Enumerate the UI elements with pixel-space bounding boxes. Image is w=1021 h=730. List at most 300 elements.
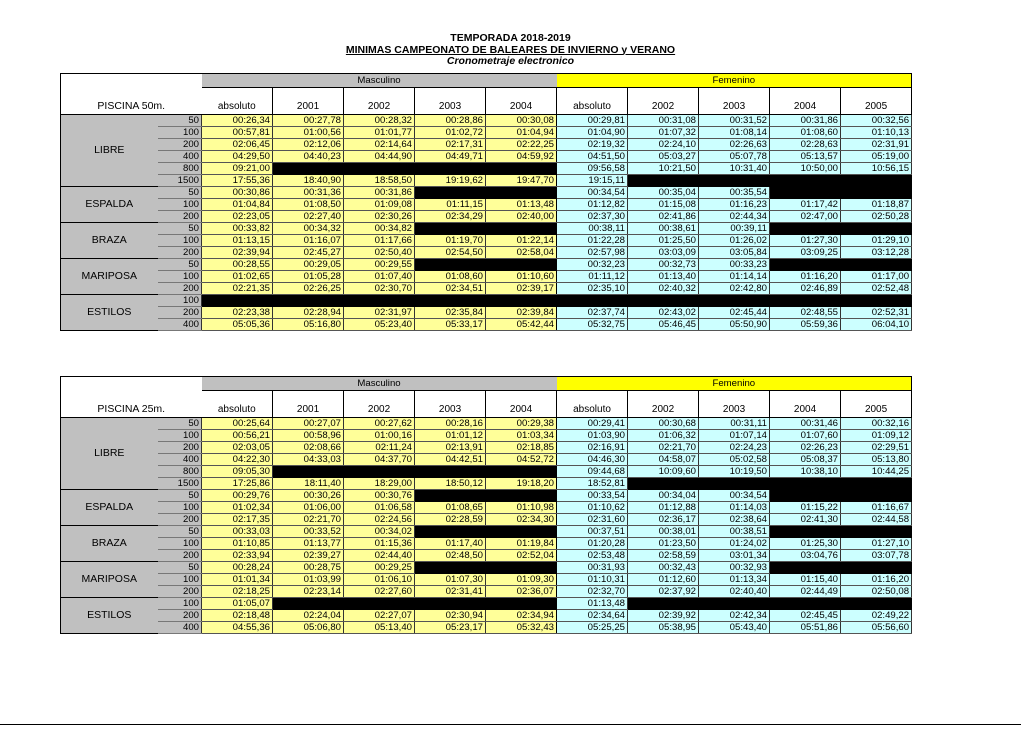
distance-cell: 200 xyxy=(158,586,202,598)
distance-cell: 100 xyxy=(158,199,202,211)
empty-cell xyxy=(273,598,344,610)
time-cell: 02:37,92 xyxy=(628,586,699,598)
time-cell: 02:17,35 xyxy=(202,514,273,526)
time-cell: 00:38,01 xyxy=(628,526,699,538)
time-cell: 05:56,60 xyxy=(841,622,912,634)
time-cell: 01:26,02 xyxy=(699,235,770,247)
empty-cell xyxy=(841,187,912,199)
time-cell: 00:58,96 xyxy=(273,430,344,442)
time-cell: 02:23,05 xyxy=(202,211,273,223)
time-cell: 01:06,00 xyxy=(273,502,344,514)
time-cell: 00:29,81 xyxy=(557,115,628,127)
empty-cell xyxy=(486,259,557,271)
time-cell: 02:29,51 xyxy=(841,442,912,454)
table-row xyxy=(61,199,912,211)
time-cell: 00:56,21 xyxy=(202,430,273,442)
table-row xyxy=(61,490,912,502)
time-cell: 01:13,34 xyxy=(699,574,770,586)
empty-cell xyxy=(486,223,557,235)
distance-cell: 100 xyxy=(158,538,202,550)
time-cell: 02:24,10 xyxy=(628,139,699,151)
time-cell: 01:06,58 xyxy=(344,502,415,514)
distance-cell: 400 xyxy=(158,454,202,466)
time-cell: 02:19,32 xyxy=(557,139,628,151)
time-cell: 03:12,28 xyxy=(841,247,912,259)
time-cell: 19:18,20 xyxy=(486,478,557,490)
column-header: absoluto xyxy=(202,391,273,418)
time-cell: 01:10,98 xyxy=(486,502,557,514)
time-cell: 01:13,40 xyxy=(628,271,699,283)
column-header: 2003 xyxy=(415,391,486,418)
time-cell: 01:10,60 xyxy=(486,271,557,283)
distance-cell: 50 xyxy=(158,115,202,127)
time-cell: 02:39,92 xyxy=(628,610,699,622)
time-cell: 02:31,91 xyxy=(841,139,912,151)
time-cell: 04:49,71 xyxy=(415,151,486,163)
time-cell: 00:31,93 xyxy=(557,562,628,574)
time-cell: 05:02,58 xyxy=(699,454,770,466)
time-cell: 01:07,32 xyxy=(628,127,699,139)
time-cell: 17:55,36 xyxy=(202,175,273,187)
time-cell: 01:12,88 xyxy=(628,502,699,514)
time-cell: 01:02,72 xyxy=(415,127,486,139)
time-cell: 01:07,30 xyxy=(415,574,486,586)
masculino-header: Masculino xyxy=(202,377,557,391)
time-cell: 02:23,38 xyxy=(202,307,273,319)
time-cell: 01:17,42 xyxy=(770,199,841,211)
time-cell: 00:29,41 xyxy=(557,418,628,430)
time-cell: 01:07,40 xyxy=(344,271,415,283)
distance-cell: 100 xyxy=(158,235,202,247)
column-header: 2005 xyxy=(841,88,912,115)
time-cell: 01:09,12 xyxy=(841,430,912,442)
table-row xyxy=(61,187,912,199)
distance-cell: 100 xyxy=(158,295,202,307)
distance-cell: 200 xyxy=(158,307,202,319)
stroke-label: BRAZA xyxy=(61,526,158,562)
time-cell: 00:28,55 xyxy=(202,259,273,271)
time-cell: 02:26,63 xyxy=(699,139,770,151)
time-cell: 01:20,28 xyxy=(557,538,628,550)
distance-cell: 200 xyxy=(158,550,202,562)
column-header: 2003 xyxy=(415,88,486,115)
time-cell: 01:02,34 xyxy=(202,502,273,514)
time-cell: 00:34,82 xyxy=(344,223,415,235)
time-cell: 00:30,76 xyxy=(344,490,415,502)
empty-cell xyxy=(841,598,912,610)
distance-cell: 200 xyxy=(158,442,202,454)
time-cell: 02:45,44 xyxy=(699,307,770,319)
time-cell: 01:08,14 xyxy=(699,127,770,139)
distance-cell: 400 xyxy=(158,622,202,634)
time-cell: 01:16,07 xyxy=(273,235,344,247)
time-cell: 00:38,51 xyxy=(699,526,770,538)
empty-cell xyxy=(415,562,486,574)
time-cell: 18:52,81 xyxy=(557,478,628,490)
time-cell: 02:34,29 xyxy=(415,211,486,223)
column-header: 2004 xyxy=(486,88,557,115)
empty-cell xyxy=(415,163,486,175)
distance-cell: 100 xyxy=(158,127,202,139)
time-cell: 01:16,67 xyxy=(841,502,912,514)
time-cell: 00:30,08 xyxy=(486,115,557,127)
empty-cell xyxy=(628,598,699,610)
time-cell: 02:18,48 xyxy=(202,610,273,622)
distance-cell: 50 xyxy=(158,418,202,430)
time-cell: 01:15,40 xyxy=(770,574,841,586)
time-cell: 04:44,90 xyxy=(344,151,415,163)
time-cell: 02:37,74 xyxy=(557,307,628,319)
time-cell: 01:00,56 xyxy=(273,127,344,139)
time-cell: 02:21,70 xyxy=(273,514,344,526)
time-cell: 01:24,02 xyxy=(699,538,770,550)
time-cell: 05:16,80 xyxy=(273,319,344,331)
distance-cell: 200 xyxy=(158,211,202,223)
time-cell: 01:09,08 xyxy=(344,199,415,211)
time-cell: 02:30,70 xyxy=(344,283,415,295)
time-cell: 01:13,15 xyxy=(202,235,273,247)
time-cell: 01:07,14 xyxy=(699,430,770,442)
time-cell: 00:33,82 xyxy=(202,223,273,235)
time-cell: 01:10,62 xyxy=(557,502,628,514)
empty-cell xyxy=(841,295,912,307)
time-cell: 00:27,62 xyxy=(344,418,415,430)
time-cell: 02:43,02 xyxy=(628,307,699,319)
empty-cell xyxy=(557,295,628,307)
time-cell: 05:23,40 xyxy=(344,319,415,331)
time-cell: 10:44,25 xyxy=(841,466,912,478)
time-cell: 01:17,66 xyxy=(344,235,415,247)
time-cell: 01:10,13 xyxy=(841,127,912,139)
table-row xyxy=(61,622,912,634)
time-cell: 05:13,40 xyxy=(344,622,415,634)
time-cell: 01:07,60 xyxy=(770,430,841,442)
distance-cell: 800 xyxy=(158,163,202,175)
time-cell: 02:08,66 xyxy=(273,442,344,454)
table-row xyxy=(61,247,912,259)
empty-cell xyxy=(344,295,415,307)
time-cell: 02:13,91 xyxy=(415,442,486,454)
time-cell: 10:09,60 xyxy=(628,466,699,478)
time-cell: 02:47,00 xyxy=(770,211,841,223)
time-cell: 00:29,55 xyxy=(344,259,415,271)
table-row xyxy=(61,127,912,139)
time-cell: 02:39,17 xyxy=(486,283,557,295)
time-cell: 02:49,22 xyxy=(841,610,912,622)
table-row xyxy=(61,466,912,478)
time-cell: 02:31,60 xyxy=(557,514,628,526)
time-cell: 01:15,36 xyxy=(344,538,415,550)
time-cell: 09:21,00 xyxy=(202,163,273,175)
distance-cell: 100 xyxy=(158,271,202,283)
table-row xyxy=(61,562,912,574)
time-cell: 00:31,36 xyxy=(273,187,344,199)
distance-cell: 50 xyxy=(158,490,202,502)
time-cell: 04:51,50 xyxy=(557,151,628,163)
empty-cell xyxy=(415,223,486,235)
empty-cell xyxy=(628,175,699,187)
time-cell: 01:06,10 xyxy=(344,574,415,586)
page-divider xyxy=(0,724,1021,725)
time-cell: 02:06,45 xyxy=(202,139,273,151)
time-cell: 02:45,27 xyxy=(273,247,344,259)
table-row xyxy=(61,538,912,550)
column-header: 2002 xyxy=(344,391,415,418)
time-cell: 02:50,08 xyxy=(841,586,912,598)
distance-cell: 100 xyxy=(158,574,202,586)
distance-cell: 200 xyxy=(158,139,202,151)
time-cell: 00:31,52 xyxy=(699,115,770,127)
time-cell: 00:35,54 xyxy=(699,187,770,199)
table-row xyxy=(61,586,912,598)
time-cell: 00:29,38 xyxy=(486,418,557,430)
time-cell: 01:19,84 xyxy=(486,538,557,550)
time-cell: 04:33,03 xyxy=(273,454,344,466)
time-cell: 04:55,36 xyxy=(202,622,273,634)
time-cell: 01:10,31 xyxy=(557,574,628,586)
distance-cell: 100 xyxy=(158,430,202,442)
time-cell: 18:58,50 xyxy=(344,175,415,187)
time-cell: 18:11,40 xyxy=(273,478,344,490)
time-cell: 00:31,08 xyxy=(628,115,699,127)
time-cell: 00:29,76 xyxy=(202,490,273,502)
empty-cell xyxy=(415,295,486,307)
time-cell: 01:04,94 xyxy=(486,127,557,139)
pool-25m-table xyxy=(60,376,912,634)
time-cell: 01:02,65 xyxy=(202,271,273,283)
distance-cell: 200 xyxy=(158,514,202,526)
time-cell: 01:10,85 xyxy=(202,538,273,550)
time-cell: 01:05,28 xyxy=(273,271,344,283)
time-cell: 05:03,27 xyxy=(628,151,699,163)
femenino-header: Femenino xyxy=(557,377,912,391)
table-row xyxy=(61,307,912,319)
time-cell: 02:30,94 xyxy=(415,610,486,622)
time-cell: 02:14,64 xyxy=(344,139,415,151)
time-cell: 00:34,04 xyxy=(628,490,699,502)
time-cell: 02:33,94 xyxy=(202,550,273,562)
time-cell: 05:46,45 xyxy=(628,319,699,331)
time-cell: 02:48,55 xyxy=(770,307,841,319)
time-cell: 05:50,90 xyxy=(699,319,770,331)
time-cell: 05:23,17 xyxy=(415,622,486,634)
pool-label: PISCINA 25m. xyxy=(61,377,202,418)
time-cell: 02:41,30 xyxy=(770,514,841,526)
time-cell: 05:07,78 xyxy=(699,151,770,163)
table-row xyxy=(61,478,912,490)
column-header: absoluto xyxy=(557,391,628,418)
time-cell: 02:27,07 xyxy=(344,610,415,622)
time-cell: 02:32,70 xyxy=(557,586,628,598)
time-cell: 02:26,23 xyxy=(770,442,841,454)
time-cell: 02:31,97 xyxy=(344,307,415,319)
time-cell: 00:29,05 xyxy=(273,259,344,271)
empty-cell xyxy=(344,163,415,175)
stroke-label: ESPALDA xyxy=(61,187,158,223)
time-cell: 00:32,43 xyxy=(628,562,699,574)
time-cell: 02:35,84 xyxy=(415,307,486,319)
time-cell: 00:28,16 xyxy=(415,418,486,430)
distance-cell: 100 xyxy=(158,502,202,514)
time-cell: 02:12,06 xyxy=(273,139,344,151)
empty-cell xyxy=(770,259,841,271)
time-cell: 19:15,11 xyxy=(557,175,628,187)
empty-cell xyxy=(699,175,770,187)
time-cell: 01:27,30 xyxy=(770,235,841,247)
time-cell: 00:33,54 xyxy=(557,490,628,502)
table-row xyxy=(61,283,912,295)
time-cell: 04:58,07 xyxy=(628,454,699,466)
time-cell: 00:34,02 xyxy=(344,526,415,538)
time-cell: 01:11,12 xyxy=(557,271,628,283)
time-cell: 19:47,70 xyxy=(486,175,557,187)
time-cell: 02:39,84 xyxy=(486,307,557,319)
time-cell: 02:23,14 xyxy=(273,586,344,598)
distance-cell: 200 xyxy=(158,283,202,295)
time-cell: 09:05,30 xyxy=(202,466,273,478)
time-cell: 03:07,78 xyxy=(841,550,912,562)
time-cell: 02:45,45 xyxy=(770,610,841,622)
distance-cell: 1500 xyxy=(158,175,202,187)
time-cell: 05:32,75 xyxy=(557,319,628,331)
empty-cell xyxy=(486,163,557,175)
time-cell: 05:38,95 xyxy=(628,622,699,634)
time-cell: 10:56,15 xyxy=(841,163,912,175)
time-cell: 04:46,30 xyxy=(557,454,628,466)
column-header: 2001 xyxy=(273,88,344,115)
time-cell: 00:34,54 xyxy=(699,490,770,502)
time-cell: 01:17,00 xyxy=(841,271,912,283)
time-cell: 04:59,92 xyxy=(486,151,557,163)
stroke-label: LIBRE xyxy=(61,115,158,187)
empty-cell xyxy=(699,598,770,610)
column-header: 2002 xyxy=(628,391,699,418)
table-row xyxy=(61,163,912,175)
time-cell: 01:08,60 xyxy=(415,271,486,283)
time-cell: 02:27,40 xyxy=(273,211,344,223)
time-cell: 02:58,59 xyxy=(628,550,699,562)
time-cell: 00:32,16 xyxy=(841,418,912,430)
empty-cell xyxy=(415,187,486,199)
time-cell: 02:40,32 xyxy=(628,283,699,295)
femenino-header: Femenino xyxy=(557,74,912,88)
time-cell: 00:34,32 xyxy=(273,223,344,235)
time-cell: 00:27,78 xyxy=(273,115,344,127)
time-cell: 05:59,36 xyxy=(770,319,841,331)
empty-cell xyxy=(273,295,344,307)
time-cell: 02:28,94 xyxy=(273,307,344,319)
time-cell: 02:41,86 xyxy=(628,211,699,223)
time-cell: 00:33,03 xyxy=(202,526,273,538)
stroke-label: ESTILOS xyxy=(61,295,158,331)
time-cell: 01:08,50 xyxy=(273,199,344,211)
empty-cell xyxy=(486,490,557,502)
table-row xyxy=(61,514,912,526)
time-cell: 01:01,34 xyxy=(202,574,273,586)
time-cell: 01:00,16 xyxy=(344,430,415,442)
time-cell: 02:24,04 xyxy=(273,610,344,622)
time-cell: 02:16,91 xyxy=(557,442,628,454)
empty-cell xyxy=(841,223,912,235)
time-cell: 02:54,50 xyxy=(415,247,486,259)
time-cell: 02:18,25 xyxy=(202,586,273,598)
column-header: 2001 xyxy=(273,391,344,418)
distance-cell: 50 xyxy=(158,562,202,574)
time-cell: 02:03,05 xyxy=(202,442,273,454)
empty-cell xyxy=(344,466,415,478)
time-cell: 02:44,58 xyxy=(841,514,912,526)
column-header: absoluto xyxy=(557,88,628,115)
time-cell: 00:38,61 xyxy=(628,223,699,235)
time-cell: 02:21,35 xyxy=(202,283,273,295)
table-row xyxy=(61,442,912,454)
distance-cell: 400 xyxy=(158,151,202,163)
time-cell: 01:22,14 xyxy=(486,235,557,247)
time-cell: 10:38,10 xyxy=(770,466,841,478)
table-row xyxy=(61,502,912,514)
empty-cell xyxy=(486,562,557,574)
distance-cell: 800 xyxy=(158,466,202,478)
time-cell: 01:13,48 xyxy=(557,598,628,610)
empty-cell xyxy=(841,490,912,502)
empty-cell xyxy=(841,526,912,538)
time-cell: 01:08,60 xyxy=(770,127,841,139)
time-cell: 00:28,32 xyxy=(344,115,415,127)
time-cell: 05:32,43 xyxy=(486,622,557,634)
empty-cell xyxy=(770,295,841,307)
time-cell: 01:16,20 xyxy=(841,574,912,586)
empty-cell xyxy=(486,598,557,610)
table-row xyxy=(61,223,912,235)
pool-label: PISCINA 50m. xyxy=(61,74,202,115)
empty-cell xyxy=(770,598,841,610)
time-cell: 03:05,84 xyxy=(699,247,770,259)
time-cell: 01:09,30 xyxy=(486,574,557,586)
time-cell: 00:28,86 xyxy=(415,115,486,127)
time-cell: 02:53,48 xyxy=(557,550,628,562)
time-cell: 02:48,50 xyxy=(415,550,486,562)
time-cell: 02:44,40 xyxy=(344,550,415,562)
time-cell: 00:31,11 xyxy=(699,418,770,430)
table-row xyxy=(61,319,912,331)
time-cell: 01:15,22 xyxy=(770,502,841,514)
time-cell: 04:29,50 xyxy=(202,151,273,163)
column-header: 2004 xyxy=(770,391,841,418)
empty-cell xyxy=(841,562,912,574)
distance-cell: 100 xyxy=(158,598,202,610)
time-cell: 01:22,28 xyxy=(557,235,628,247)
distance-cell: 50 xyxy=(158,187,202,199)
stroke-label: ESPALDA xyxy=(61,490,158,526)
table-row xyxy=(61,259,912,271)
empty-cell xyxy=(841,478,912,490)
document-header xyxy=(0,33,1021,68)
table-row xyxy=(61,550,912,562)
time-cell: 00:39,11 xyxy=(699,223,770,235)
time-cell: 18:29,00 xyxy=(344,478,415,490)
time-cell: 02:52,31 xyxy=(841,307,912,319)
empty-cell xyxy=(770,187,841,199)
empty-cell xyxy=(770,490,841,502)
time-cell: 10:50,00 xyxy=(770,163,841,175)
column-header: 2003 xyxy=(699,88,770,115)
time-cell: 00:26,34 xyxy=(202,115,273,127)
empty-cell xyxy=(415,259,486,271)
time-cell: 00:30,26 xyxy=(273,490,344,502)
time-cell: 00:27,07 xyxy=(273,418,344,430)
time-cell: 00:34,54 xyxy=(557,187,628,199)
time-cell: 02:50,40 xyxy=(344,247,415,259)
